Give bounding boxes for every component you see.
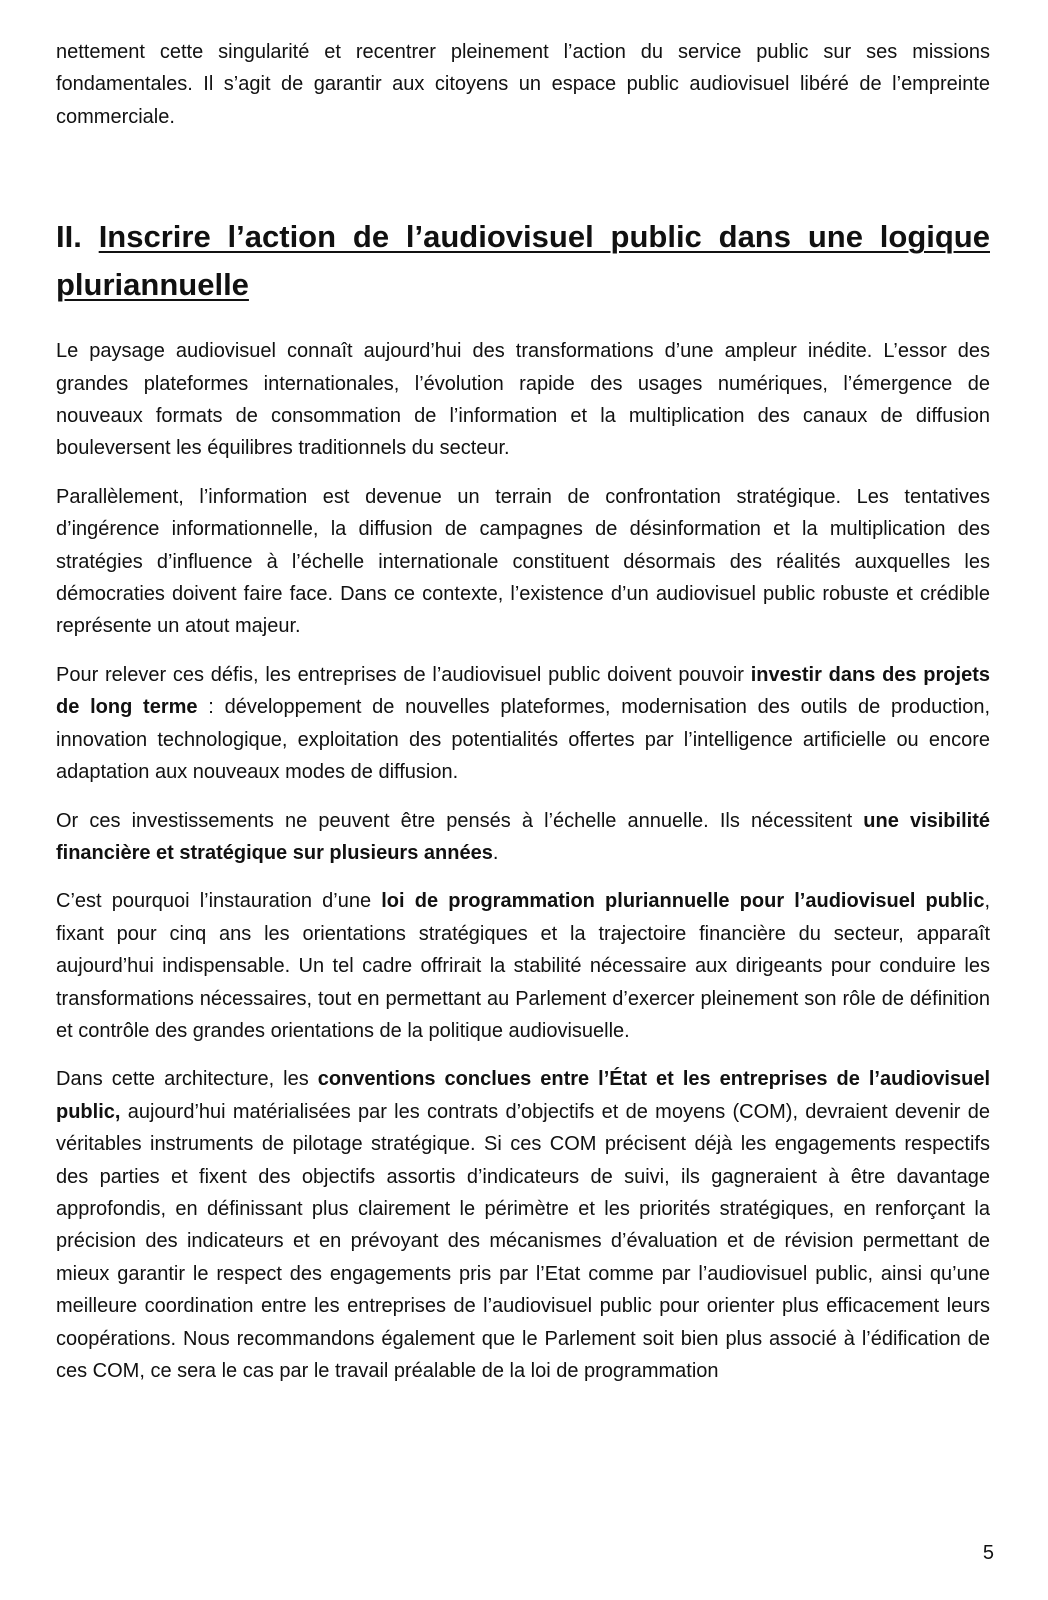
- paragraph-6: [56, 1063, 990, 1387]
- paragraph-3-text-before: Pour relever ces défis, les entreprises de l’audiovisuel public doivent pouvoir: [56, 663, 751, 686]
- paragraph-4: [56, 805, 990, 870]
- paragraph-5: [56, 885, 990, 1047]
- paragraph-5-bold: loi de programmation pluriannuelle pour l’audiovisuel public: [381, 890, 985, 913]
- paragraph-4-text-before: Or ces investissements ne peuvent être pensés à l’échelle annuelle. Ils nécessitent: [56, 809, 864, 832]
- paragraph-3: [56, 659, 990, 789]
- paragraph-5-text-before: C’est pourquoi l’instauration d’une: [56, 890, 382, 913]
- paragraph-2: Parallèlement, l’information est devenue un terrain de confrontation stratégique. Les tentatives d’ingérence informationnelle, la diffusion de campagnes de désinformation et la multiplication des stratégies d’influence à l’échelle internationale constituent désormais des réalités auxquelles les démocraties doivent faire face. Dans ce contexte, l’existence d’un audiovisuel public robuste et crédible représente un atout majeur.: [56, 485, 990, 638]
- document-page: [56, 36, 990, 1387]
- paragraph-4-bold: une visibilité financière et stratégique sur plusieurs années: [56, 809, 990, 864]
- paragraph-6-text-before: Dans cette architecture, les: [56, 1068, 318, 1091]
- intro-paragraph: nettement cette singularité et recentrer pleinement l’action du service public sur ses missions fondamentales. Il s’agit de garantir aux citoyens un espace public audiovisuel libéré de l’empreinte commerciale.: [56, 41, 990, 128]
- paragraph-1: Le paysage audiovisuel connaît aujourd’hui des transformations d’une ampleur inédite. L’essor des grandes plateformes internationales, l’évolution rapide des usages numériques, l’émergence de nouveaux formats de consommation de l’information et la multiplication des canaux de diffusion bouleversent les équilibres traditionnels du secteur.: [56, 340, 990, 460]
- paragraph-6-bold: conventions conclues entre l’État et les entreprises de l’audiovisuel public,: [56, 1068, 991, 1123]
- paragraph-5-text-after: , fixant pour cinq ans les orientations stratégiques et la trajectoire financière du secteur, apparaît aujourd’hui indispensable. Un tel cadre offrirait la stabilité nécessaire aux dirigeants pour conduire les transformations nécessaires, tout en permettant au Parlement d’exercer pleinement son rôle de définition et contrôle des grandes orientations de la politique audiovisuelle.: [56, 890, 990, 1042]
- paragraph-3-text-after: : développement de nouvelles plateformes, modernisation des outils de production, innovation technologique, exploitation des potentialités offertes par l’intelligence artificielle ou encore adaptation aux nouveaux modes de diffusion.: [56, 696, 991, 784]
- paragraph-6-text-after: aujourd’hui matérialisées par les contrats d’objectifs et de moyens (COM), devraient devenir de véritables instruments de pilotage stratégique. Si ces COM précisent déjà les engagements respectifs des parties et fixent des objectifs assortis d’indicateurs de suivi, ils gagneraient à être davantage approfondis, en définissant plus clairement le périmètre et les priorités stratégiques, en renforçant la précision des indicateurs et en prévoyant des mécanismes d’évaluation et de révision permettant de mieux garantir le respect des engagements pris par l’Etat comme par l’audiovisuel public, ainsi qu’une meilleure coordination entre les entreprises de l’audiovisuel public pour orienter plus efficacement leurs coopérations. Nous recommandons également que le Parlement soit bien plus associé à l’édification de ces COM, ce sera le cas par le travail préalable de la loi de programmation: [56, 1100, 990, 1382]
- page-number: 5: [982, 1542, 994, 1564]
- section-title: Inscrire l’action de l’audiovisuel public dans une logique pluriannuelle: [56, 219, 990, 303]
- paragraph-4-text-after: .: [492, 841, 499, 864]
- section-heading: [56, 213, 990, 309]
- section-number: II.: [56, 219, 82, 255]
- paragraph-3-bold: investir dans des projets de long terme: [56, 663, 990, 719]
